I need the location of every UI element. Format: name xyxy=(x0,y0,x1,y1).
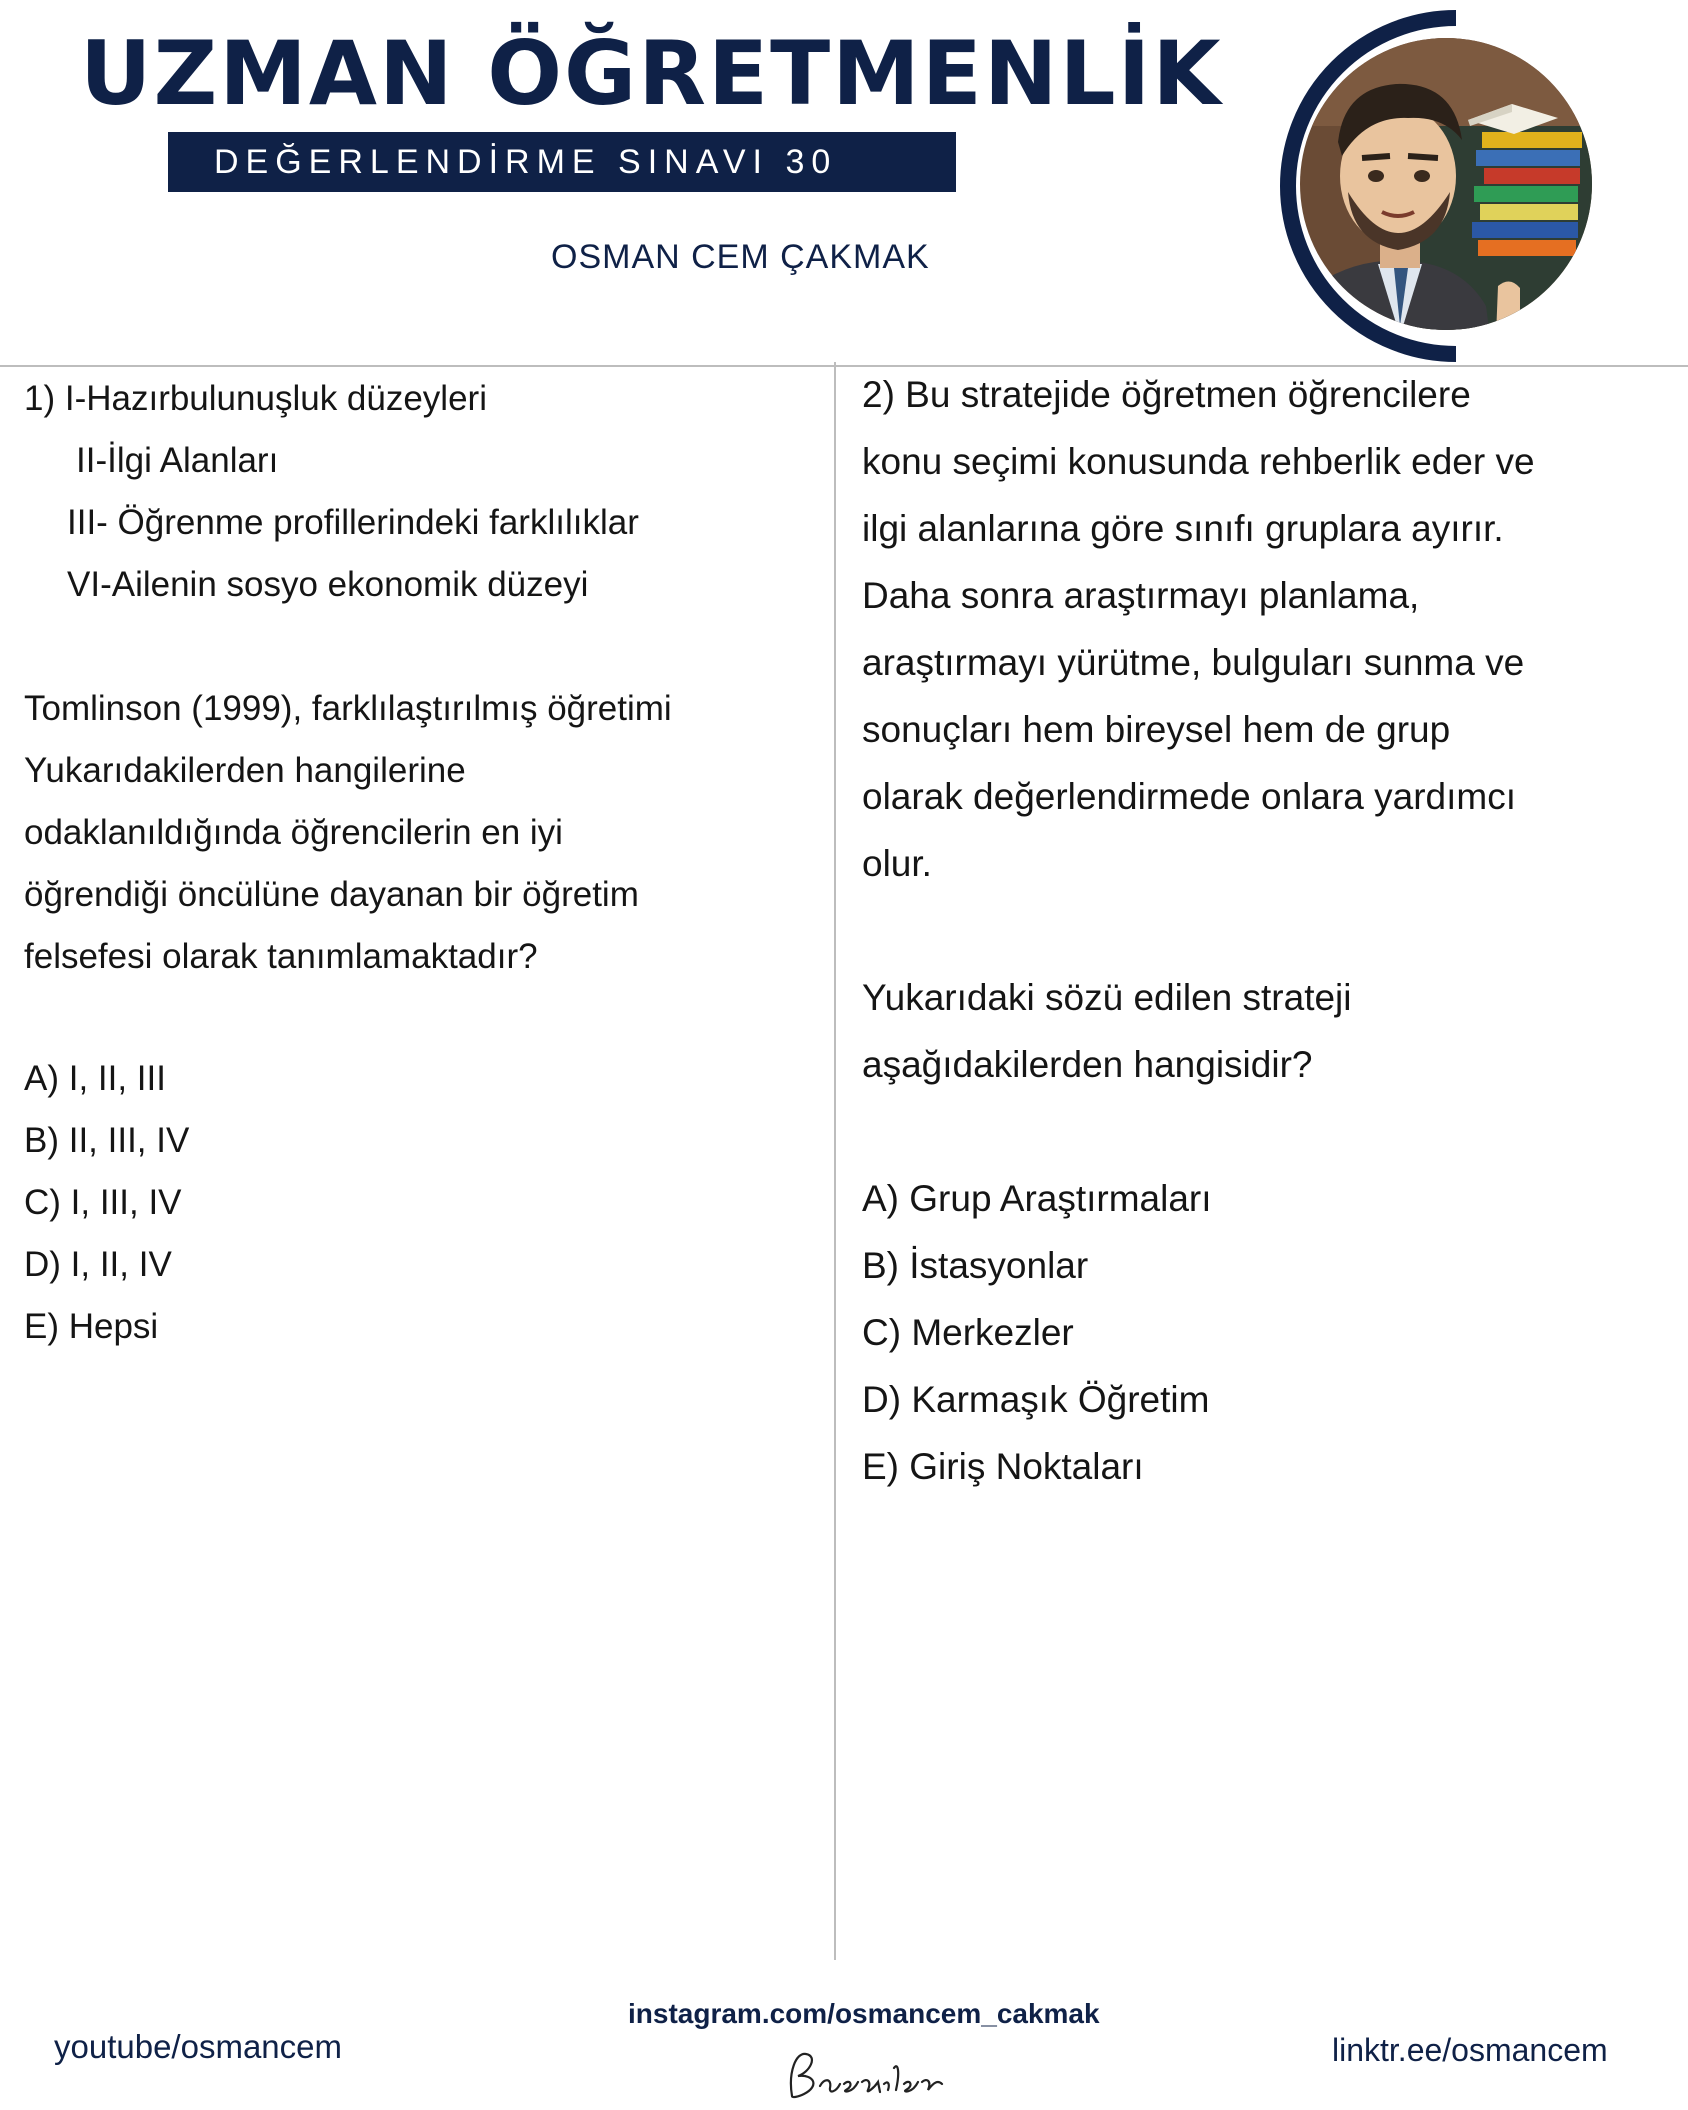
question-stem-line: Yukarıdaki sözü edilen strateji xyxy=(862,977,1352,1018)
answer-option-e: E) Giriş Noktaları xyxy=(862,1446,1144,1487)
answer-option-d: D) Karmaşık Öğretim xyxy=(862,1379,1210,1420)
question-text-line: sonuçları hem bireysel hem de grup xyxy=(862,709,1451,750)
question-stem-line: öğrendiği öncülüne dayanan bir öğretim xyxy=(24,875,639,914)
question-stem-line: aşağıdakilerden hangisidir? xyxy=(862,1044,1313,1085)
exam-subtitle-banner: DEĞERLENDİRME SINAVI 30 xyxy=(168,132,956,192)
premise-item: 1) I-Hazırbulunuşluk düzeyleri xyxy=(24,379,487,418)
premise-item: VI-Ailenin sosyo ekonomik düzeyi xyxy=(67,565,589,604)
answer-option-e: E) Hepsi xyxy=(24,1307,159,1346)
question-text-line: Daha sonra araştırmayı planlama, xyxy=(862,575,1420,616)
question-text-line: konu seçimi konusunda rehberlik eder ve xyxy=(862,441,1535,482)
instagram-link[interactable]: instagram.com/osmancem_cakmak xyxy=(628,1998,1100,2029)
premise-item: II-İlgi Alanları xyxy=(76,441,279,480)
question-text-line: 2) Bu stratejide öğretmen öğrencilere xyxy=(862,374,1471,415)
question-stem-line: Yukarıdakilerden hangilerine xyxy=(24,751,466,790)
question-text-line: olarak değerlendirmede onlara yardımcı xyxy=(862,776,1517,817)
question-text-line: ilgi alanlarına göre sınıfı gruplara ayırır. xyxy=(862,508,1504,549)
answer-option-d: D) I, II, IV xyxy=(24,1245,172,1284)
signature-icon xyxy=(780,2042,950,2110)
question-stem-line: felsefesi olarak tanımlamaktadır? xyxy=(24,937,538,976)
question-1 xyxy=(24,368,814,1358)
question-2 xyxy=(862,361,1662,1500)
question-text-line: olur. xyxy=(862,843,932,884)
question-stem-line: Tomlinson (1999), farklılaştırılmış öğretimi xyxy=(24,689,672,728)
question-stem-line: odaklanıldığında öğrencilerin en iyi xyxy=(24,813,563,852)
youtube-link[interactable]: youtube/osmancem xyxy=(54,2028,342,2065)
answer-option-c: C) Merkezler xyxy=(862,1312,1074,1353)
question-text-line: araştırmayı yürütme, bulguları sunma ve xyxy=(862,642,1525,683)
premise-item: III- Öğrenme profillerindeki farklılıklar xyxy=(67,503,639,542)
column-divider xyxy=(834,362,836,1960)
answer-option-b: B) II, III, IV xyxy=(24,1121,190,1160)
author-name: OSMAN CEM ÇAKMAK xyxy=(551,238,930,276)
answer-option-c: C) I, III, IV xyxy=(24,1183,182,1222)
page-title: UZMAN ÖĞRETMENLİK xyxy=(80,22,1223,125)
answer-option-a: A) Grup Araştırmaları xyxy=(862,1178,1212,1219)
answer-option-a: A) I, II, III xyxy=(24,1059,166,1098)
answer-option-b: B) İstasyonlar xyxy=(862,1245,1089,1286)
linktree-link[interactable]: linktr.ee/osmancem xyxy=(1332,2032,1608,2068)
avatar xyxy=(1258,6,1618,366)
